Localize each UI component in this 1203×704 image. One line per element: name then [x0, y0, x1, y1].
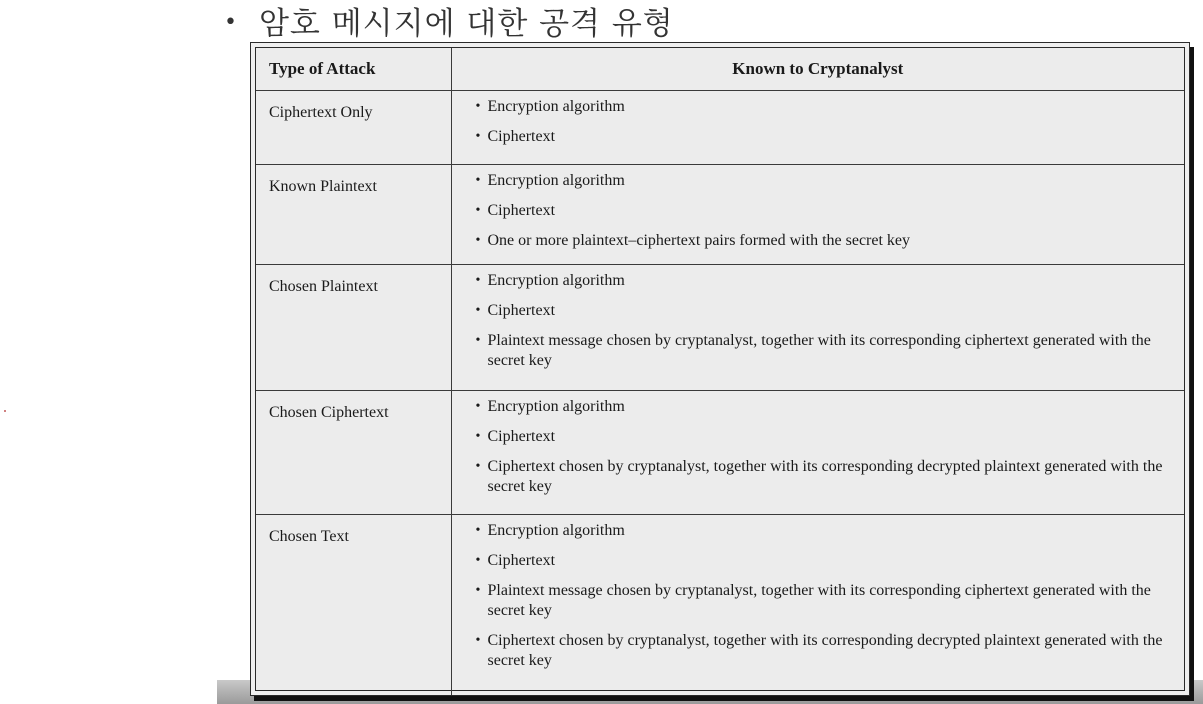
list-item: [476, 201, 1175, 221]
table-row: [256, 91, 1184, 165]
list-item: [476, 521, 1175, 541]
list-item: [476, 301, 1175, 321]
attack-name: Chosen Plaintext: [256, 265, 451, 391]
known-item-text: Ciphertext chosen by cryptanalyst, together with its corresponding decrypted plaintext generated with the secret key: [487, 632, 1163, 669]
attack-name: Chosen Text: [256, 515, 451, 695]
known-item-text: Ciphertext: [487, 552, 556, 569]
bullet-glyph: •: [475, 523, 481, 538]
list-item: [476, 127, 1175, 147]
known-cell: [451, 165, 1184, 265]
known-item-text: Plaintext message chosen by cryptanalyst, together with its corresponding ciphertext generated with the secret key: [487, 332, 1151, 369]
table-row: [256, 515, 1184, 695]
list-item: [476, 171, 1175, 191]
known-item-text: Encryption algorithm: [487, 522, 625, 539]
list-item: [476, 331, 1175, 371]
known-item-text: Encryption algorithm: [487, 398, 625, 415]
known-cell: [451, 91, 1184, 165]
slide-heading: [224, 0, 674, 40]
table-row: [256, 391, 1184, 515]
table-header-row: [256, 48, 1184, 91]
bullet-glyph: •: [475, 429, 481, 444]
list-item: [476, 427, 1175, 447]
known-item-text: Ciphertext: [487, 302, 556, 319]
table-row: [256, 165, 1184, 265]
bullet-glyph: •: [475, 303, 481, 318]
attack-name: Known Plaintext: [256, 165, 451, 265]
known-item-text: Ciphertext: [487, 428, 556, 445]
bullet-glyph: •: [475, 459, 481, 474]
attack-name: Ciphertext Only: [256, 91, 451, 165]
bullet-glyph: •: [475, 129, 481, 144]
list-item: [476, 457, 1175, 497]
table-body: [256, 91, 1184, 695]
bullet-glyph: •: [475, 553, 481, 568]
bullet-glyph: •: [475, 99, 481, 114]
known-cell: [451, 391, 1184, 515]
list-item: [476, 231, 1175, 251]
bullet-glyph: •: [475, 273, 481, 288]
known-cell: [451, 515, 1184, 695]
bullet-glyph: •: [475, 233, 481, 248]
list-item: [476, 97, 1175, 117]
stray-dot: [4, 410, 6, 412]
attack-types-table: [256, 48, 1184, 695]
list-item: [476, 397, 1175, 417]
bullet-glyph: •: [475, 333, 481, 348]
bullet-glyph: •: [475, 173, 481, 188]
attack-name: Chosen Ciphertext: [256, 391, 451, 515]
attack-types-table-inner: [255, 47, 1185, 691]
bullet-glyph: •: [475, 203, 481, 218]
header-known-to-cryptanalyst: Known to Cryptanalyst: [451, 48, 1184, 91]
list-item: [476, 631, 1175, 671]
known-item-text: Ciphertext: [487, 202, 556, 219]
known-item-text: Encryption algorithm: [487, 172, 625, 189]
bullet-glyph: •: [475, 399, 481, 414]
header-type-of-attack: Type of Attack: [256, 48, 451, 91]
table-row: [256, 265, 1184, 391]
heading-bullet: •: [224, 9, 237, 35]
known-item-text: Plaintext message chosen by cryptanalyst, together with its corresponding ciphertext generated with the secret key: [487, 582, 1151, 619]
known-cell: [451, 265, 1184, 391]
bullet-glyph: •: [475, 583, 481, 598]
attack-types-table-frame: [250, 42, 1190, 696]
list-item: [476, 271, 1175, 291]
list-item: [476, 551, 1175, 571]
bullet-glyph: •: [475, 633, 481, 648]
known-item-text: Ciphertext: [487, 128, 556, 145]
list-item: [476, 581, 1175, 621]
known-item-text: One or more plaintext–ciphertext pairs formed with the secret key: [487, 232, 911, 249]
heading-text: 암호 메시지에 대한 공격 유형: [258, 5, 674, 42]
known-item-text: Encryption algorithm: [487, 98, 625, 115]
known-item-text: Encryption algorithm: [487, 272, 625, 289]
known-item-text: Ciphertext chosen by cryptanalyst, together with its corresponding decrypted plaintext generated with the secret key: [487, 458, 1163, 495]
